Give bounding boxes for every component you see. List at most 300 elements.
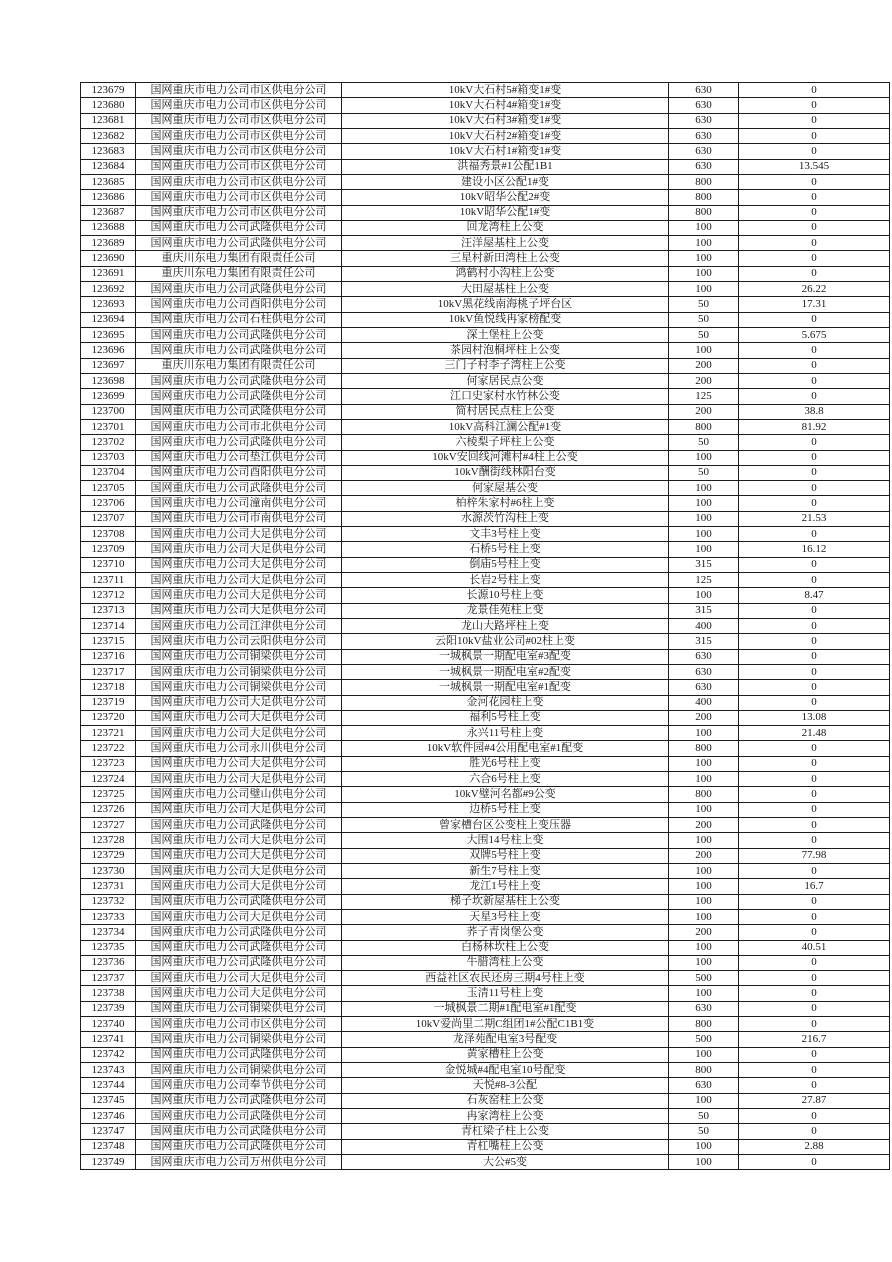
cell-value: 0 [739,618,890,633]
cell-name: 天悦#8-3公配 [342,1078,669,1093]
cell-company: 国网重庆市电力公司市区供电分公司 [136,159,342,174]
table-row [81,909,890,924]
cell-name: 冉家湾柱上公变 [342,1108,669,1123]
table-row [81,328,890,343]
cell-value: 77.98 [739,848,890,863]
cell-company: 国网重庆市电力公司武隆供电分公司 [136,925,342,940]
cell-capacity: 630 [669,83,739,98]
cell-company: 国网重庆市电力公司璧山供电分公司 [136,787,342,802]
cell-capacity: 800 [669,787,739,802]
cell-company: 国网重庆市电力公司大足供电分公司 [136,802,342,817]
table-row [81,450,890,465]
cell-capacity: 50 [669,312,739,327]
cell-id: 123729 [81,848,136,863]
cell-name: 梯子坎新屋基柱上公变 [342,894,669,909]
cell-value: 0 [739,174,890,189]
cell-company: 国网重庆市电力公司酉阳供电分公司 [136,297,342,312]
cell-capacity: 800 [669,1063,739,1078]
cell-name: 10kV大石村5#箱变1#变 [342,83,669,98]
table-row [81,695,890,710]
cell-id: 123716 [81,649,136,664]
cell-value: 17.31 [739,297,890,312]
cell-id: 123697 [81,358,136,373]
table-row [81,787,890,802]
cell-capacity: 100 [669,236,739,251]
cell-capacity: 630 [669,113,739,128]
cell-capacity: 100 [669,588,739,603]
cell-value: 0 [739,909,890,924]
cell-capacity: 100 [669,343,739,358]
cell-id: 123693 [81,297,136,312]
cell-id: 123710 [81,557,136,572]
cell-value: 0 [739,1078,890,1093]
cell-value: 26.22 [739,282,890,297]
cell-capacity: 800 [669,174,739,189]
cell-value: 0 [739,664,890,679]
cell-capacity: 125 [669,573,739,588]
table-row [81,618,890,633]
cell-company: 国网重庆市电力公司大足供电分公司 [136,833,342,848]
cell-company: 国网重庆市电力公司武隆供电分公司 [136,818,342,833]
table-row [81,419,890,434]
cell-name: 胜光6号柱上变 [342,756,669,771]
cell-company: 国网重庆市电力公司武隆供电分公司 [136,1047,342,1062]
table-row [81,159,890,174]
cell-capacity: 200 [669,848,739,863]
cell-id: 123728 [81,833,136,848]
table-row [81,481,890,496]
cell-id: 123681 [81,113,136,128]
cell-capacity: 100 [669,1047,739,1062]
cell-company: 国网重庆市电力公司大足供电分公司 [136,909,342,924]
cell-id: 123700 [81,404,136,419]
cell-id: 123746 [81,1108,136,1123]
cell-name: 六棱梨子坪柱上公变 [342,435,669,450]
cell-name: 茶园村泡桐坪柱上公变 [342,343,669,358]
cell-name: 天星3号柱上变 [342,909,669,924]
cell-company: 国网重庆市电力公司酉阳供电分公司 [136,465,342,480]
cell-value: 0 [739,634,890,649]
cell-name: 玉清11号柱上变 [342,986,669,1001]
cell-company: 重庆川东电力集团有限责任公司 [136,358,342,373]
cell-company: 国网重庆市电力公司铜梁供电分公司 [136,1001,342,1016]
cell-id: 123690 [81,251,136,266]
cell-value: 0 [739,818,890,833]
cell-capacity: 100 [669,496,739,511]
cell-company: 国网重庆市电力公司武隆供电分公司 [136,955,342,970]
cell-value: 0 [739,435,890,450]
cell-name: 石灰窑柱上公变 [342,1093,669,1108]
table-body [81,83,890,1170]
cell-name: 三门子村李子湾柱上公变 [342,358,669,373]
cell-value: 0 [739,1047,890,1062]
cell-name: 鸿鹤村小沟柱上公变 [342,266,669,281]
cell-capacity: 630 [669,1078,739,1093]
cell-name: 曾家槽台区公变柱上变压器 [342,818,669,833]
cell-capacity: 500 [669,971,739,986]
cell-company: 国网重庆市电力公司市区供电分公司 [136,113,342,128]
table-row [81,128,890,143]
cell-name: 龙泽苑配电室3号配变 [342,1032,669,1047]
cell-capacity: 400 [669,695,739,710]
cell-name: 双牌5号柱上变 [342,848,669,863]
cell-capacity: 100 [669,909,739,924]
cell-company: 国网重庆市电力公司市区供电分公司 [136,144,342,159]
cell-id: 123679 [81,83,136,98]
cell-name: 倒庙5号柱上变 [342,557,669,572]
cell-capacity: 630 [669,128,739,143]
cell-value: 0 [739,802,890,817]
cell-company: 国网重庆市电力公司大足供电分公司 [136,603,342,618]
cell-name: 一城枫景一期配电室#2配变 [342,664,669,679]
cell-company: 国网重庆市电力公司云阳供电分公司 [136,634,342,649]
cell-value: 21.48 [739,726,890,741]
cell-id: 123706 [81,496,136,511]
cell-value: 40.51 [739,940,890,955]
cell-name: 石桥5号柱上变 [342,542,669,557]
table-row [81,1154,890,1169]
cell-value: 0 [739,649,890,664]
cell-name: 10kV爱尚里二期C组团1#公配C1B1变 [342,1017,669,1032]
cell-company: 国网重庆市电力公司市南供电分公司 [136,511,342,526]
cell-company: 国网重庆市电力公司垫江供电分公司 [136,450,342,465]
cell-id: 123683 [81,144,136,159]
cell-company: 国网重庆市电力公司武隆供电分公司 [136,404,342,419]
cell-company: 国网重庆市电力公司铜梁供电分公司 [136,1032,342,1047]
table-row [81,557,890,572]
cell-name: 新生7号柱上变 [342,863,669,878]
cell-id: 123747 [81,1124,136,1139]
cell-id: 123727 [81,818,136,833]
cell-id: 123725 [81,787,136,802]
cell-name: 江口史家村水竹林公变 [342,389,669,404]
cell-value: 0 [739,251,890,266]
cell-id: 123739 [81,1001,136,1016]
cell-value: 0 [739,772,890,787]
cell-company: 国网重庆市电力公司大足供电分公司 [136,542,342,557]
table-row [81,174,890,189]
cell-capacity: 100 [669,940,739,955]
cell-company: 国网重庆市电力公司武隆供电分公司 [136,373,342,388]
cell-value: 0 [739,1063,890,1078]
cell-name: 10kV昭华公配2#变 [342,190,669,205]
cell-name: 深土堡柱上公变 [342,328,669,343]
cell-id: 123707 [81,511,136,526]
cell-id: 123713 [81,603,136,618]
table-row [81,220,890,235]
cell-company: 国网重庆市电力公司武隆供电分公司 [136,389,342,404]
cell-name: 荞子青岗堡公变 [342,925,669,940]
cell-name: 长源10号柱上变 [342,588,669,603]
cell-company: 国网重庆市电力公司大足供电分公司 [136,863,342,878]
cell-value: 13.545 [739,159,890,174]
table-row [81,358,890,373]
cell-capacity: 630 [669,664,739,679]
table-row [81,83,890,98]
table-row [81,1017,890,1032]
cell-value: 16.12 [739,542,890,557]
cell-value: 8.47 [739,588,890,603]
cell-id: 123719 [81,695,136,710]
cell-company: 国网重庆市电力公司武隆供电分公司 [136,220,342,235]
table-row [81,1108,890,1123]
cell-name: 10kV昭华公配1#变 [342,205,669,220]
table-row [81,971,890,986]
table-row [81,772,890,787]
cell-id: 123680 [81,98,136,113]
cell-name: 何家屋基公变 [342,481,669,496]
cell-capacity: 100 [669,282,739,297]
table-row [81,986,890,1001]
cell-id: 123734 [81,925,136,940]
table-row [81,818,890,833]
cell-value: 0 [739,343,890,358]
table-row [81,634,890,649]
table-row [81,1093,890,1108]
cell-company: 国网重庆市电力公司武隆供电分公司 [136,282,342,297]
cell-id: 123718 [81,680,136,695]
cell-capacity: 100 [669,481,739,496]
cell-id: 123709 [81,542,136,557]
cell-capacity: 200 [669,373,739,388]
cell-name: 青杠梁子柱上公变 [342,1124,669,1139]
cell-id: 123732 [81,894,136,909]
table-row [81,649,890,664]
cell-id: 123714 [81,618,136,633]
cell-capacity: 100 [669,726,739,741]
table-row [81,1001,890,1016]
cell-company: 国网重庆市电力公司大足供电分公司 [136,848,342,863]
cell-company: 国网重庆市电力公司铜梁供电分公司 [136,649,342,664]
cell-name: 大公#5变 [342,1154,669,1169]
cell-name: 白杨林坎柱上公变 [342,940,669,955]
cell-value: 0 [739,113,890,128]
cell-id: 123701 [81,419,136,434]
table-row [81,894,890,909]
cell-name: 柏梓朱家村#6柱上变 [342,496,669,511]
cell-company: 国网重庆市电力公司市区供电分公司 [136,128,342,143]
cell-company: 国网重庆市电力公司武隆供电分公司 [136,236,342,251]
cell-company: 国网重庆市电力公司武隆供电分公司 [136,435,342,450]
cell-capacity: 50 [669,328,739,343]
cell-capacity: 200 [669,925,739,940]
cell-id: 123691 [81,266,136,281]
table-row [81,190,890,205]
cell-capacity: 100 [669,986,739,1001]
cell-value: 81.92 [739,419,890,434]
table-row [81,465,890,480]
cell-capacity: 200 [669,818,739,833]
table-row [81,802,890,817]
cell-capacity: 800 [669,419,739,434]
cell-id: 123686 [81,190,136,205]
cell-value: 0 [739,894,890,909]
cell-capacity: 100 [669,1093,739,1108]
table-row [81,1078,890,1093]
table-row [81,98,890,113]
cell-capacity: 630 [669,680,739,695]
table-row [81,144,890,159]
cell-company: 国网重庆市电力公司大足供电分公司 [136,557,342,572]
table-row [81,848,890,863]
cell-id: 123721 [81,726,136,741]
cell-capacity: 100 [669,1139,739,1154]
table-row [81,925,890,940]
cell-capacity: 100 [669,251,739,266]
cell-value: 0 [739,312,890,327]
cell-value: 0 [739,863,890,878]
cell-name: 福利5号柱上变 [342,710,669,725]
cell-capacity: 200 [669,404,739,419]
cell-capacity: 315 [669,557,739,572]
cell-capacity: 100 [669,511,739,526]
table-row [81,205,890,220]
cell-value: 0 [739,695,890,710]
cell-name: 10kV黑花线南海桃子坪台区 [342,297,669,312]
cell-company: 国网重庆市电力公司江津供电分公司 [136,618,342,633]
cell-company: 国网重庆市电力公司武隆供电分公司 [136,940,342,955]
cell-value: 21.53 [739,511,890,526]
cell-value: 38.8 [739,404,890,419]
cell-value: 27.87 [739,1093,890,1108]
table-row [81,603,890,618]
table-row [81,373,890,388]
cell-value: 0 [739,481,890,496]
cell-id: 123730 [81,863,136,878]
table-row [81,1124,890,1139]
table-row [81,542,890,557]
cell-company: 国网重庆市电力公司大足供电分公司 [136,726,342,741]
cell-name: 一城枫景二期#1配电室#1配变 [342,1001,669,1016]
cell-value: 0 [739,190,890,205]
cell-name: 10kV璧河名都#9公变 [342,787,669,802]
cell-company: 国网重庆市电力公司市区供电分公司 [136,98,342,113]
cell-company: 国网重庆市电力公司奉节供电分公司 [136,1078,342,1093]
cell-capacity: 50 [669,435,739,450]
cell-name: 黄家槽柱上公变 [342,1047,669,1062]
cell-value: 0 [739,557,890,572]
cell-id: 123722 [81,741,136,756]
cell-id: 123708 [81,527,136,542]
table-row [81,113,890,128]
cell-company: 国网重庆市电力公司大足供电分公司 [136,756,342,771]
cell-id: 123749 [81,1154,136,1169]
cell-name: 一城枫景一期配电室#1配变 [342,680,669,695]
cell-value: 0 [739,465,890,480]
table-row [81,1032,890,1047]
cell-company: 国网重庆市电力公司武隆供电分公司 [136,1139,342,1154]
cell-capacity: 800 [669,1017,739,1032]
cell-value: 0 [739,833,890,848]
cell-value: 13.08 [739,710,890,725]
cell-capacity: 630 [669,649,739,664]
cell-value: 0 [739,220,890,235]
cell-id: 123695 [81,328,136,343]
cell-company: 国网重庆市电力公司大足供电分公司 [136,588,342,603]
cell-id: 123720 [81,710,136,725]
cell-name: 长岩2号柱上变 [342,573,669,588]
cell-value: 216.7 [739,1032,890,1047]
cell-capacity: 100 [669,527,739,542]
cell-name: 建设小区公配1#变 [342,174,669,189]
cell-value: 0 [739,573,890,588]
cell-name: 回龙湾柱上公变 [342,220,669,235]
cell-company: 国网重庆市电力公司市区供电分公司 [136,205,342,220]
cell-id: 123692 [81,282,136,297]
table-row [81,680,890,695]
cell-capacity: 100 [669,833,739,848]
cell-capacity: 200 [669,358,739,373]
table-row [81,282,890,297]
cell-value: 0 [739,680,890,695]
cell-name: 金悦城#4配电室10号配变 [342,1063,669,1078]
cell-capacity: 100 [669,879,739,894]
table-row [81,588,890,603]
table-row [81,726,890,741]
table-row [81,496,890,511]
cell-id: 123699 [81,389,136,404]
cell-value: 0 [739,741,890,756]
table-row [81,833,890,848]
cell-company: 国网重庆市电力公司市区供电分公司 [136,190,342,205]
cell-company: 国网重庆市电力公司武隆供电分公司 [136,1108,342,1123]
cell-value: 0 [739,236,890,251]
cell-value: 0 [739,925,890,940]
table-row [81,312,890,327]
cell-company: 国网重庆市电力公司大足供电分公司 [136,573,342,588]
cell-company: 重庆川东电力集团有限责任公司 [136,266,342,281]
cell-id: 123715 [81,634,136,649]
cell-company: 国网重庆市电力公司石柱供电分公司 [136,312,342,327]
cell-name: 10kV大石村4#箱变1#变 [342,98,669,113]
cell-value: 0 [739,955,890,970]
cell-name: 10kV大石村3#箱变1#变 [342,113,669,128]
cell-id: 123705 [81,481,136,496]
cell-company: 国网重庆市电力公司大足供电分公司 [136,879,342,894]
cell-capacity: 630 [669,1001,739,1016]
cell-name: 三星村新田湾柱上公变 [342,251,669,266]
cell-id: 123698 [81,373,136,388]
cell-id: 123684 [81,159,136,174]
cell-value: 0 [739,1108,890,1123]
cell-capacity: 100 [669,1154,739,1169]
cell-company: 国网重庆市电力公司武隆供电分公司 [136,894,342,909]
cell-id: 123723 [81,756,136,771]
cell-company: 国网重庆市电力公司铜梁供电分公司 [136,1063,342,1078]
cell-name: 龙山大路坪柱上变 [342,618,669,633]
table-row [81,863,890,878]
cell-company: 重庆川东电力集团有限责任公司 [136,251,342,266]
cell-id: 123731 [81,879,136,894]
cell-company: 国网重庆市电力公司万州供电分公司 [136,1154,342,1169]
cell-capacity: 315 [669,603,739,618]
cell-name: 金河花园柱上变 [342,695,669,710]
cell-id: 123703 [81,450,136,465]
cell-name: 牛腊湾柱上公变 [342,955,669,970]
cell-name: 青杠嘴柱上公变 [342,1139,669,1154]
table-row [81,710,890,725]
cell-capacity: 100 [669,863,739,878]
cell-value: 0 [739,756,890,771]
cell-capacity: 100 [669,802,739,817]
cell-value: 0 [739,389,890,404]
cell-id: 123733 [81,909,136,924]
cell-capacity: 50 [669,1124,739,1139]
cell-id: 123689 [81,236,136,251]
cell-company: 国网重庆市电力公司铜梁供电分公司 [136,664,342,679]
cell-company: 国网重庆市电力公司潼南供电分公司 [136,496,342,511]
cell-value: 0 [739,496,890,511]
